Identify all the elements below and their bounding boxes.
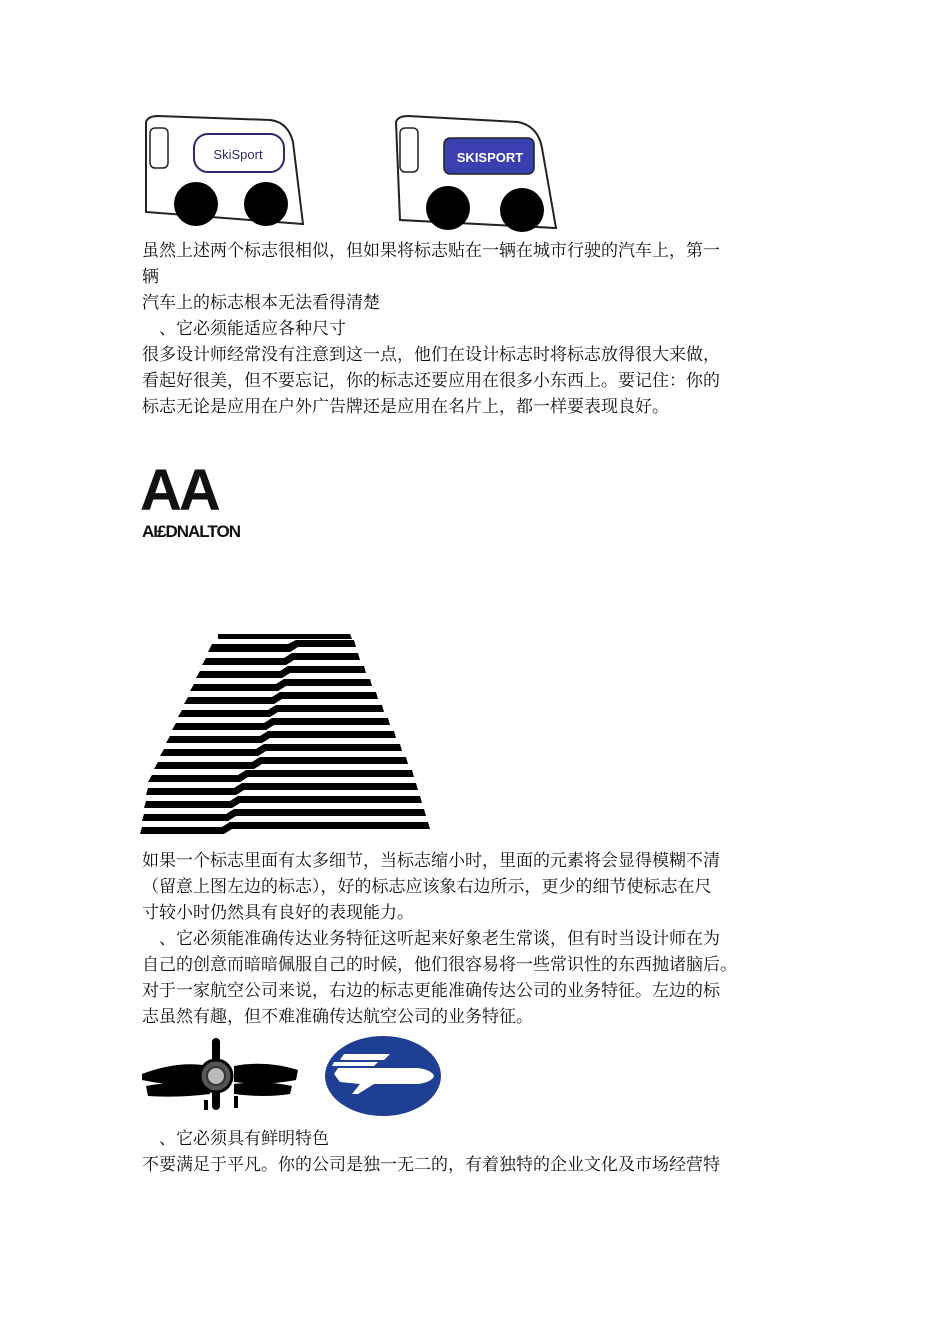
airline-oval-logo	[325, 1036, 441, 1116]
paragraph-1	[142, 238, 812, 420]
text-line: 、它必须能适应各种尺寸	[142, 319, 346, 339]
text-line: 寸较小时仍然具有良好的表现能力。	[142, 903, 414, 923]
text-line: 对于一家航空公司来说，右边的标志更能准确传达公司的业务特征。左边的标	[142, 981, 720, 1001]
text-line: 汽车上的标志根本无法看得清楚	[142, 293, 380, 313]
text-line: 很多设计师经常没有注意到这一点，他们在设计标志时将标志放得很大来做，	[142, 345, 720, 365]
text-line: 虽然上述两个标志很相似，但如果将标志贴在一辆在城市行驶的汽车上，第一	[142, 241, 720, 261]
text-line: 自己的创意而暗暗佩服自己的时候，他们很容易将一些常识性的东西抛诸脑后。	[142, 955, 737, 975]
left-bus	[146, 116, 303, 226]
striped-logo	[138, 630, 433, 840]
right-bus-logo: SKISPORT	[456, 150, 524, 165]
left-bus-logo: SkiSport	[213, 147, 263, 162]
text-line: 标志无论是应用在户外广告牌还是应用在名片上，都一样要表现良好。	[142, 397, 669, 417]
airline-logos	[138, 1034, 448, 1120]
brand-small-mark: AI£DNALTON	[142, 522, 240, 541]
text-line: （留意上图左边的标志），好的标志应该象右边所示，更少的细节使标志在尺	[142, 877, 712, 897]
text-line: 、它必须能准确传达业务特征这听起来好象老生常谈，但有时当设计师在为	[142, 929, 720, 949]
text-line: 、它必须具有鲜明特色	[142, 1129, 329, 1149]
brand-big-mark: AA	[140, 458, 218, 523]
text-line: 看起好很美，但不要忘记，你的标志还要应用在很多小东西上。要记住：你的	[142, 371, 720, 391]
bus-illustrations	[138, 112, 568, 238]
text-line: 辆	[142, 267, 159, 287]
biplane-icon	[142, 1038, 298, 1110]
text-line: 志虽然有趣，但不难准确传达航空公司的业务特征。	[142, 1007, 533, 1027]
paragraph-2	[142, 848, 812, 1030]
text-line: 不要满足于平凡。你的公司是独一无二的，有着独特的企业文化及市场经营特	[142, 1155, 720, 1175]
right-bus	[396, 116, 556, 232]
text-line: 如果一个标志里面有太多细节，当标志缩小时，里面的元素将会显得模糊不清	[142, 851, 720, 871]
paragraph-3	[142, 1126, 812, 1178]
